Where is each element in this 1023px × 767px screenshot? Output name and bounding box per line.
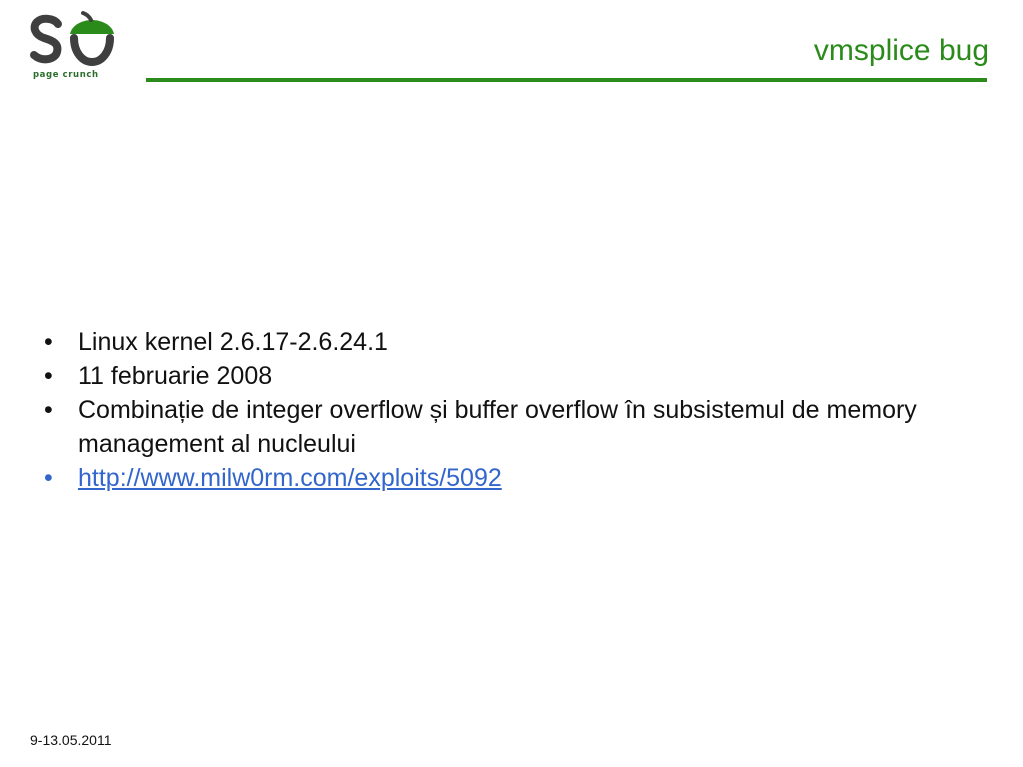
bullet-text: Combinație de integer overflow și buffer overflow în subsistemul de memory management al nucleului bbox=[78, 396, 917, 458]
exploit-link[interactable]: http://www.milw0rm.com/exploits/5092 bbox=[78, 464, 502, 492]
bullet-item bbox=[44, 359, 1004, 393]
logo-acorn-nut bbox=[74, 38, 110, 62]
bullet-item-link bbox=[44, 461, 1004, 495]
bullet-item bbox=[44, 393, 1004, 461]
bullet-dot: • bbox=[44, 464, 53, 492]
title-divider bbox=[146, 78, 987, 82]
footer-date: 9-13.05.2011 bbox=[30, 732, 112, 748]
logo-caption: page crunch bbox=[33, 70, 99, 80]
bullet-dot: • bbox=[44, 328, 53, 356]
bullet-text: 11 februarie 2008 bbox=[78, 362, 273, 390]
logo-acorn-cap bbox=[70, 20, 114, 34]
logo-s-letter bbox=[34, 19, 58, 59]
bullet-text: Linux kernel 2.6.17-2.6.24.1 bbox=[78, 328, 388, 356]
bullet-dot: • bbox=[44, 362, 53, 390]
logo-acorn-stem bbox=[83, 13, 91, 20]
bullet-list bbox=[44, 325, 1004, 495]
logo-mark bbox=[28, 10, 120, 72]
bullet-dot: • bbox=[44, 396, 53, 424]
slide-title: vmsplice bug bbox=[813, 34, 989, 67]
bullet-item bbox=[44, 325, 1004, 359]
